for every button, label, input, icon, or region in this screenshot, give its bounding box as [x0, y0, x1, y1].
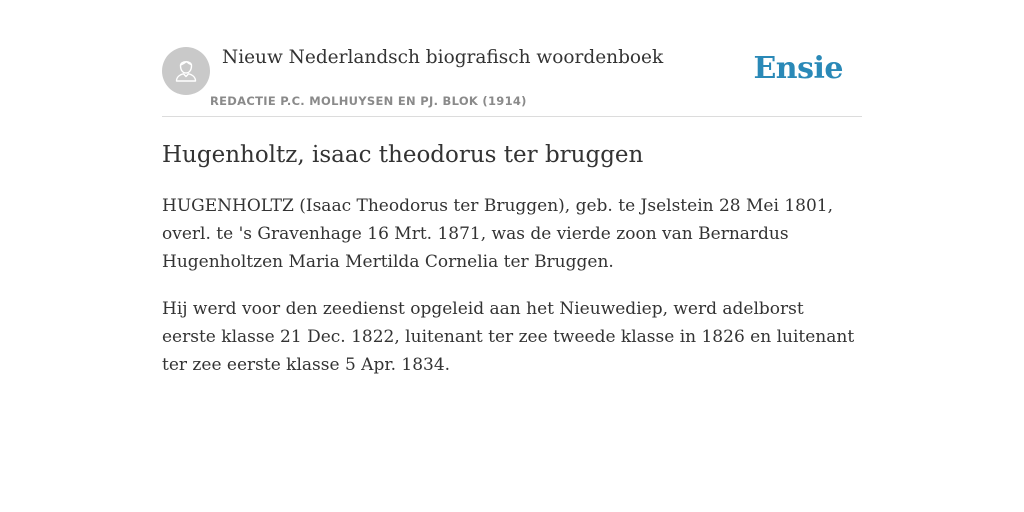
- entry-title: Hugenholtz, isaac theodorus ter bruggen: [162, 142, 644, 168]
- user-icon: [171, 54, 201, 88]
- entry-paragraph: Hij werd voor den zeedienst opgeleid aan het Nieuwediep, werd adelborst eerste klasse 21 Dec. 1822, luitenant ter zee tweede klasse in 1826 en luitenant ter zee eerste klasse 5 Apr. 1834.: [162, 299, 855, 375]
- source-editors: REDACTIE P.C. MOLHUYSEN EN PJ. BLOK (1914): [210, 94, 527, 108]
- source-avatar[interactable]: [162, 47, 210, 95]
- source-header: [162, 0, 862, 117]
- entry-paragraph: HUGENHOLTZ (Isaac Theodorus ter Bruggen), geb. te Jselstein 28 Mei 1801, overl. te 's Gravenhage 16 Mrt. 1871, was de vierde zoon van Bernardus Hugenholtzen Maria Mertilda Cornelia ter Bruggen.: [162, 196, 833, 272]
- entry-body: [162, 192, 862, 398]
- entry-card: [162, 0, 862, 512]
- ensie-logo[interactable]: Ensie: [753, 51, 843, 86]
- source-title[interactable]: Nieuw Nederlandsch biografisch woordenboek: [222, 47, 664, 68]
